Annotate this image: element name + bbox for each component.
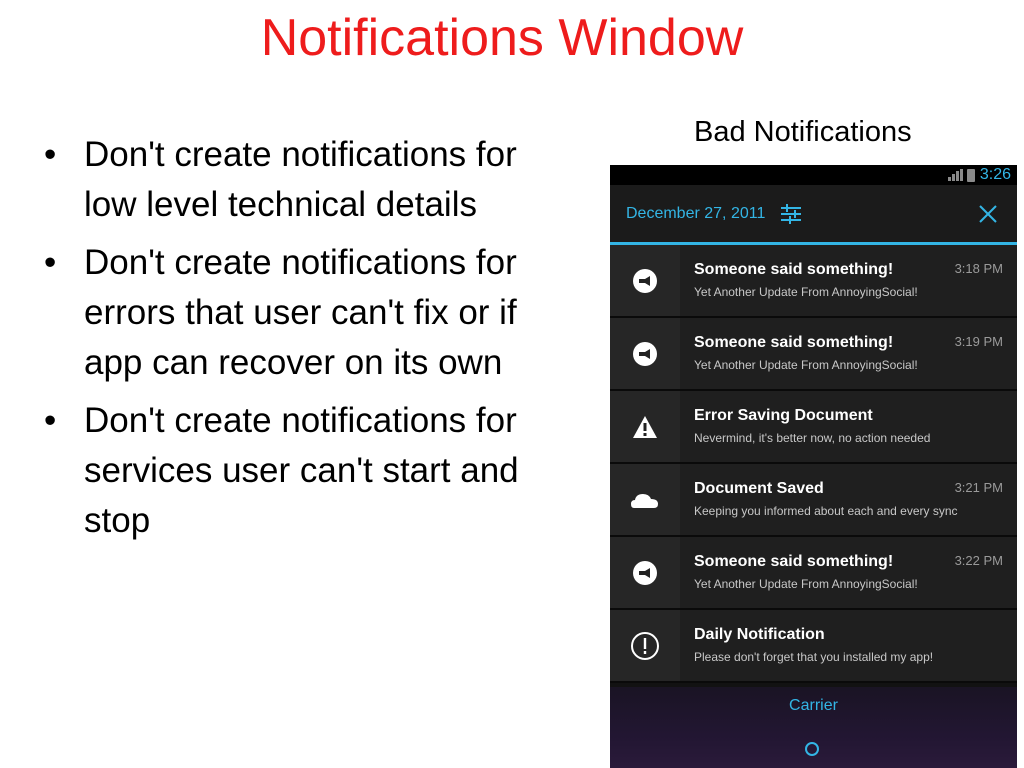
megaphone-icon xyxy=(631,559,659,587)
bullet-dot: • xyxy=(44,135,57,174)
image-caption: Bad Notifications xyxy=(694,116,912,148)
notification-time: 3:19 PM xyxy=(954,334,1003,349)
notification-time: 3:21 PM xyxy=(954,480,1003,495)
notification-item[interactable] xyxy=(610,245,1017,318)
unlock-ring-icon[interactable] xyxy=(805,742,819,756)
notification-text: Yet Another Update From AnnoyingSocial! xyxy=(694,358,918,372)
signal-icon xyxy=(948,169,962,181)
slide-title: Notifications Window xyxy=(260,9,744,67)
notification-time: 3:22 PM xyxy=(954,553,1003,568)
exclamation-icon xyxy=(630,631,660,661)
megaphone-icon xyxy=(631,267,659,295)
bullet-item xyxy=(44,238,564,388)
notification-time: 3:18 PM xyxy=(954,261,1003,276)
battery-icon xyxy=(967,169,975,182)
status-bar xyxy=(610,165,1017,185)
notification-text: Nevermind, it's better now, no action needed xyxy=(694,431,931,445)
notification-title: Daily Notification xyxy=(694,626,825,643)
notification-title: Someone said something! xyxy=(694,553,894,570)
notification-item[interactable] xyxy=(610,610,1017,683)
notification-text: Yet Another Update From AnnoyingSocial! xyxy=(694,285,918,299)
bullet-dot: • xyxy=(44,401,57,440)
bullet-item xyxy=(44,130,564,230)
notification-item[interactable] xyxy=(610,537,1017,610)
notification-title: Document Saved xyxy=(694,480,824,497)
notification-item[interactable] xyxy=(610,464,1017,537)
notification-title: Someone said something! xyxy=(694,334,894,351)
notification-item[interactable] xyxy=(610,318,1017,391)
phone-screenshot xyxy=(610,165,1017,768)
megaphone-icon xyxy=(631,340,659,368)
lockscreen-footer xyxy=(610,687,1017,768)
warning-icon xyxy=(631,413,659,441)
notification-text: Please don't forget that you installed my app! xyxy=(694,650,934,664)
notification-title: Error Saving Document xyxy=(694,407,873,424)
bullet-text: Don't create notifications for low level technical details xyxy=(84,135,517,224)
carrier-label: Carrier xyxy=(789,697,838,714)
date-label: December 27, 2011 xyxy=(626,204,766,222)
notification-header xyxy=(610,185,1017,245)
settings-sliders-icon[interactable] xyxy=(779,203,803,225)
notification-text: Yet Another Update From AnnoyingSocial! xyxy=(694,577,918,591)
bullet-text: Don't create notifications for errors that user can't fix or if app can recover on its own xyxy=(84,243,517,382)
bullet-dot: • xyxy=(44,243,57,282)
status-time: 3:26 xyxy=(979,166,1011,183)
close-icon[interactable] xyxy=(977,203,999,225)
notification-title: Someone said something! xyxy=(694,261,894,278)
bullet-text: Don't create notifications for services user can't start and stop xyxy=(84,401,519,540)
notification-text: Keeping you informed about each and every sync xyxy=(694,504,958,518)
notification-item[interactable] xyxy=(610,391,1017,464)
bullet-item xyxy=(44,396,564,546)
bullet-list xyxy=(44,130,564,554)
cloud-icon xyxy=(630,490,660,510)
